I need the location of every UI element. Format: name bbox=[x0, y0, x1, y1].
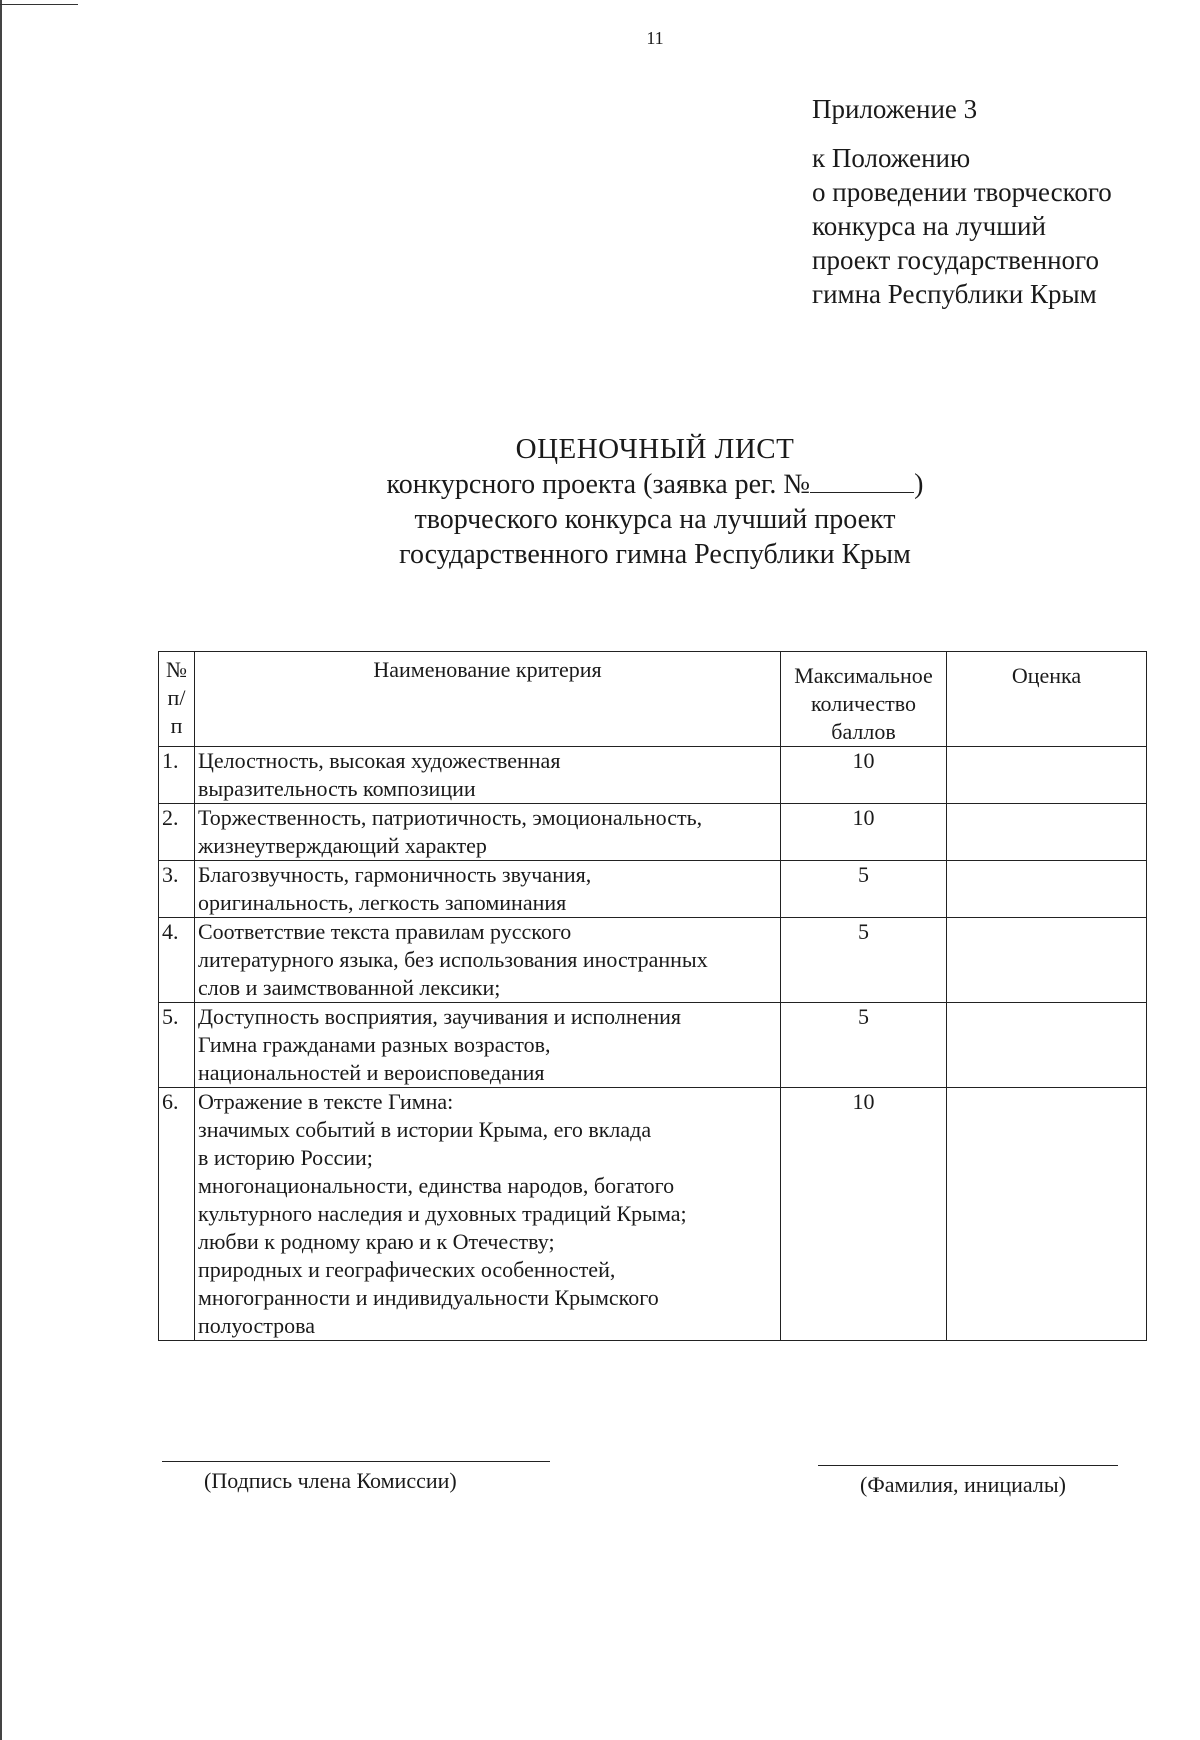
page-number: 11 bbox=[646, 28, 664, 48]
signature-caption-left: (Подпись члена Комиссии) bbox=[204, 1468, 457, 1493]
max-points: 5 bbox=[781, 918, 947, 1003]
table-header-row bbox=[159, 652, 1147, 747]
document-title-block bbox=[0, 432, 1200, 572]
criterion-text-line: Доступность восприятия, заучивания и исполнения bbox=[198, 1004, 682, 1029]
criterion-name bbox=[195, 1003, 781, 1088]
criterion-text-line: культурного наследия и духовных традиций Крыма; bbox=[198, 1201, 687, 1226]
score-cell[interactable] bbox=[947, 1003, 1147, 1088]
score-cell[interactable] bbox=[947, 1088, 1147, 1341]
appendix-line: о проведении творческого bbox=[812, 177, 1112, 207]
registration-suffix: ) bbox=[914, 469, 924, 500]
criterion-text-line: жизнеутверждающий характер bbox=[198, 833, 487, 858]
criterion-text-line: национальностей и вероисповедания bbox=[198, 1060, 545, 1085]
criteria-table bbox=[158, 651, 1147, 1341]
table-row bbox=[159, 861, 1147, 918]
row-number: 6. bbox=[159, 1088, 195, 1341]
criterion-text-line: слов и заимствованной лексики; bbox=[198, 975, 501, 1000]
document-subtitle-line1 bbox=[0, 467, 1200, 502]
criterion-text-line: Отражение в тексте Гимна: bbox=[198, 1089, 454, 1114]
appendix-line: проект государственного bbox=[812, 245, 1099, 275]
header-score: Оценка bbox=[947, 652, 1147, 747]
registration-number-blank[interactable] bbox=[810, 468, 914, 493]
signature-caption-right: (Фамилия, инициалы) bbox=[860, 1472, 1066, 1497]
max-points: 10 bbox=[781, 747, 947, 804]
document-heading: ОЦЕНОЧНЫЙ ЛИСТ bbox=[515, 433, 795, 465]
table-row bbox=[159, 804, 1147, 861]
table-row bbox=[159, 1003, 1147, 1088]
criterion-text-line: многонациональности, единства народов, богатого bbox=[198, 1173, 675, 1198]
registration-prefix: конкурсного проекта (заявка рег. № bbox=[386, 469, 811, 500]
criterion-text-line: многогранности и индивидуальности Крымского bbox=[198, 1285, 659, 1310]
appendix-line: к Положению bbox=[812, 143, 971, 173]
max-points: 10 bbox=[781, 804, 947, 861]
criterion-text-line: Соответствие текста правилам русского bbox=[198, 919, 572, 944]
header-num: № п/п bbox=[159, 652, 195, 747]
row-number: 1. bbox=[159, 747, 195, 804]
criterion-text-line: выразительность композиции bbox=[198, 776, 476, 801]
row-number: 5. bbox=[159, 1003, 195, 1088]
criterion-text-line: Торжественность, патриотичность, эмоциональность, bbox=[198, 805, 703, 830]
row-number: 2. bbox=[159, 804, 195, 861]
signature-line-right[interactable] bbox=[818, 1465, 1118, 1466]
max-points: 5 bbox=[781, 861, 947, 918]
table-row bbox=[159, 918, 1147, 1003]
criterion-name bbox=[195, 747, 781, 804]
appendix-line: гимна Республики Крым bbox=[812, 279, 1097, 309]
scan-edge-left bbox=[0, 0, 2, 1740]
criterion-text-line: природных и географических особенностей, bbox=[198, 1257, 616, 1282]
criterion-name bbox=[195, 1088, 781, 1341]
score-cell[interactable] bbox=[947, 747, 1147, 804]
criteria-body bbox=[159, 747, 1147, 1341]
criterion-name bbox=[195, 861, 781, 918]
row-number: 3. bbox=[159, 861, 195, 918]
criterion-text-line: оригинальность, легкость запоминания bbox=[198, 890, 567, 915]
max-points: 5 bbox=[781, 1003, 947, 1088]
criterion-text-line: Благозвучность, гармоничность звучания, bbox=[198, 862, 592, 887]
criterion-text-line: Гимна гражданами разных возрастов, bbox=[198, 1032, 551, 1057]
scan-edge-top bbox=[0, 4, 78, 5]
criterion-text-line: значимых событий в истории Крыма, его вклада bbox=[198, 1117, 652, 1142]
header-criterion-name: Наименование критерия bbox=[195, 652, 781, 747]
criterion-text-line: в историю России; bbox=[198, 1145, 373, 1170]
criterion-text-line: любви к родному краю и к Отечеству; bbox=[198, 1229, 555, 1254]
table-row bbox=[159, 1088, 1147, 1341]
criterion-name bbox=[195, 918, 781, 1003]
signature-line-left[interactable] bbox=[162, 1461, 550, 1462]
criterion-text-line: Целостность, высокая художественная bbox=[198, 748, 561, 773]
appendix-block bbox=[812, 92, 1112, 311]
score-cell[interactable] bbox=[947, 804, 1147, 861]
document-subtitle-line2: творческого конкурса на лучший проект bbox=[414, 504, 896, 535]
score-cell[interactable] bbox=[947, 861, 1147, 918]
score-cell[interactable] bbox=[947, 918, 1147, 1003]
criterion-name bbox=[195, 804, 781, 861]
document-subtitle-line3: государственного гимна Республики Крым bbox=[399, 539, 911, 570]
appendix-line: конкурса на лучший bbox=[812, 211, 1046, 241]
header-max-points: Максимальное количество баллов bbox=[781, 652, 947, 747]
appendix-title: Приложение 3 bbox=[812, 94, 978, 124]
row-number: 4. bbox=[159, 918, 195, 1003]
max-points: 10 bbox=[781, 1088, 947, 1341]
criterion-text-line: литературного языка, без использования иностранных bbox=[198, 947, 708, 972]
table-row bbox=[159, 747, 1147, 804]
criterion-text-line: полуострова bbox=[198, 1313, 315, 1338]
